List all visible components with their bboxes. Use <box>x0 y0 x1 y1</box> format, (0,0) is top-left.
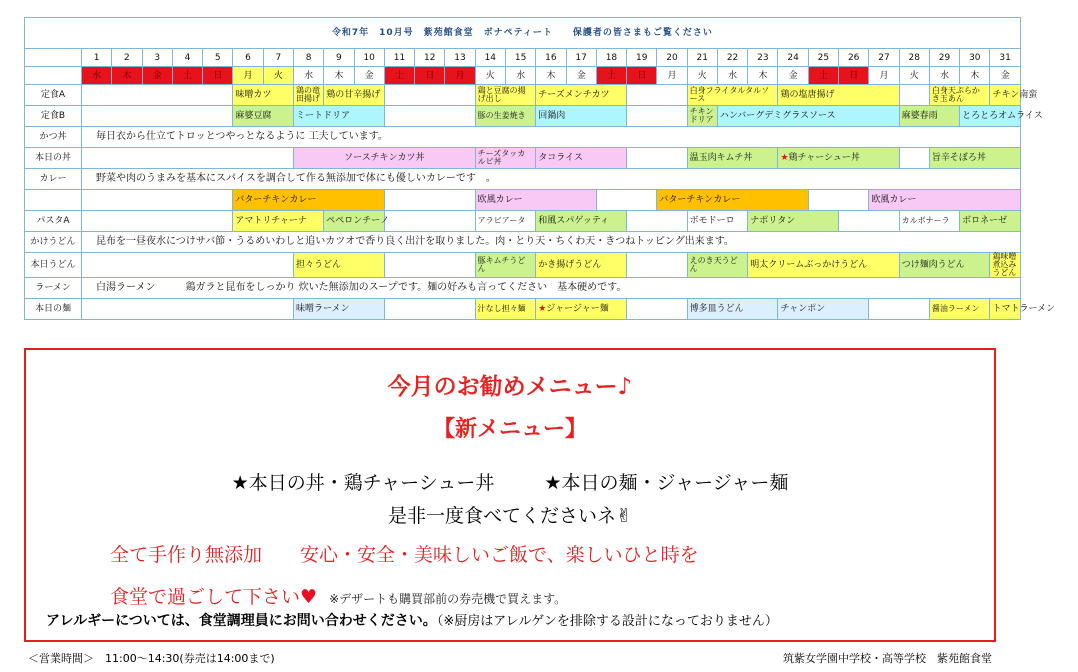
menu-cell: チキンドリア <box>687 106 717 127</box>
weekday-cell: 金 <box>142 67 172 85</box>
menu-cell: 白身天ぷらかき玉あん <box>929 85 990 106</box>
menu-cell-text: ジャージャー麺 <box>546 304 609 314</box>
business-hours: ＜営業時間＞ 11:00～14:30(券売は14:00まで) <box>28 652 275 665</box>
menu-row-todays-noodle <box>25 299 1021 320</box>
menu-cell: 豚キムチうどん <box>475 253 536 278</box>
row-label: かけうどん <box>25 232 82 253</box>
message-line-2 <box>110 582 1078 609</box>
recommended-items <box>26 468 994 495</box>
menu-description: 野菜や肉のうまみを基本にスパイスを調合して作る無添加で体にも優しいカレーです 。 <box>82 169 1021 190</box>
day-cell: 10 <box>354 49 384 67</box>
weekday-cell: 水 <box>929 67 959 85</box>
empty-cell <box>384 106 475 127</box>
row-label: 本日の麺 <box>25 299 82 320</box>
recommendation-box <box>24 348 996 642</box>
weekday-cell: 土 <box>172 67 202 85</box>
day-cell: 9 <box>324 49 354 67</box>
menu-cell: ペペロンチーノ <box>324 211 385 232</box>
menu-cell: かき揚げうどん <box>536 253 627 278</box>
empty-cell <box>82 211 233 232</box>
menu-cell: 白身フライタルタルソース <box>687 85 778 106</box>
day-cell: 23 <box>748 49 778 67</box>
menu-cell <box>778 148 899 169</box>
menu-cell: バターチキンカレー <box>233 190 384 211</box>
weekday-cell: 土 <box>596 67 626 85</box>
message-text-1: 全て手作り無添加 安心・安全・美味しいご飯で、楽しいひと時を <box>110 544 699 566</box>
menu-description: 昆布を一昼夜水につけサバ節・うるめいわしと追いカツオで香り良く出汁を取りました。肉・とり天・ちくわ天・きつねトッピング出来ます。 <box>82 232 1021 253</box>
menu-row-curry-detail <box>25 190 1021 211</box>
recommendation-title: 今月のお勧めメニュー♪ <box>387 374 633 400</box>
menu-cell: ボモドーロ <box>687 211 748 232</box>
row-label: かつ丼 <box>25 127 82 148</box>
day-cell: 16 <box>536 49 566 67</box>
weekday-cell: 金 <box>566 67 596 85</box>
menu-row-kake-udon <box>25 232 1021 253</box>
dessert-note: ※デザートも購買部前の券売機で買えます。 <box>329 592 567 606</box>
weekday-cell: 月 <box>233 67 263 85</box>
menu-cell-text: 鶏チャーシュー丼 <box>788 153 860 163</box>
star-icon: ★ <box>538 304 547 314</box>
menu-cell: チーズタッカルビ丼 <box>475 148 536 169</box>
empty-cell <box>82 253 294 278</box>
empty-cell <box>596 190 657 211</box>
menu-row-curry <box>25 169 1021 190</box>
menu-cell: ハンバーグデミグラスソース <box>717 106 899 127</box>
weekday-cell: 水 <box>505 67 535 85</box>
weekday-cell: 火 <box>687 67 717 85</box>
menu-cell: 温玉肉キムチ丼 <box>687 148 778 169</box>
corner-cell <box>25 49 82 67</box>
day-cell: 28 <box>899 49 929 67</box>
weekday-cell: 日 <box>415 67 445 85</box>
star-icon: ★ <box>780 153 789 163</box>
menu-cell: 和風スパゲッティ <box>536 211 627 232</box>
menu-row-ramen <box>25 278 1021 299</box>
weekday-cell: 水 <box>293 67 323 85</box>
menu-cell: 麻婆豆腐 <box>233 106 294 127</box>
empty-cell <box>627 211 688 232</box>
message-line-1 <box>110 540 1078 567</box>
menu-cell: バターチキンカレー <box>657 190 808 211</box>
empty-cell <box>627 253 688 278</box>
recommended-item-don: ★本日の丼・鶏チャーシュー丼 <box>231 472 495 494</box>
day-cell: 1 <box>82 49 112 67</box>
weekday-cell: 火 <box>475 67 505 85</box>
day-cell: 7 <box>263 49 293 67</box>
day-cell: 18 <box>596 49 626 67</box>
school-name: 筑紫女学園中学校・高等学校 紫苑館食堂 <box>783 652 992 665</box>
day-cell: 27 <box>869 49 899 67</box>
day-cell: 22 <box>717 49 747 67</box>
menu-cell: ソースチキンカツ丼 <box>293 148 475 169</box>
empty-cell <box>808 190 869 211</box>
empty-cell <box>384 211 475 232</box>
weekday-cell: 木 <box>112 67 142 85</box>
row-label <box>25 190 82 211</box>
weekday-cell: 水 <box>82 67 112 85</box>
menu-cell: 欧風カレー <box>869 190 1020 211</box>
recommended-item-noodle: ★本日の麺・ジャージャー麺 <box>544 472 789 494</box>
weekday-cell: 木 <box>960 67 990 85</box>
weekday-cell: 木 <box>748 67 778 85</box>
weekday-cell: 月 <box>869 67 899 85</box>
menu-cell: チキン南蛮 <box>990 85 1020 106</box>
day-cell: 29 <box>929 49 959 67</box>
day-cell: 21 <box>687 49 717 67</box>
peace-hand-icon: ✌ <box>616 505 632 527</box>
menu-row-teishoku-a <box>25 85 1021 106</box>
day-cell: 24 <box>778 49 808 67</box>
menu-cell: 博多皿うどん <box>687 299 778 320</box>
menu-cell: 明太クリームぶっかけうどん <box>748 253 899 278</box>
empty-cell <box>627 106 688 127</box>
day-cell: 17 <box>566 49 596 67</box>
weekday-cell: 金 <box>778 67 808 85</box>
empty-cell <box>384 253 475 278</box>
menu-cell: 旨辛そぼろ丼 <box>929 148 1020 169</box>
menu-cell: 鶏の塩唐揚げ <box>778 85 899 106</box>
allergy-text: アレルギーについては、食堂調理員にお問い合わせください。 <box>46 613 437 629</box>
empty-cell <box>82 190 233 211</box>
heart-icon: ♥ <box>300 586 318 608</box>
empty-cell <box>899 148 929 169</box>
menu-cell: 汁なし担々麺 <box>475 299 536 320</box>
weekday-cell: 土 <box>384 67 414 85</box>
weekday-cell: 日 <box>839 67 869 85</box>
menu-cell: えのき天うどん <box>687 253 748 278</box>
menu-cell: チーズメンチカツ <box>536 85 627 106</box>
menu-cell: とろとろオムライス <box>960 106 1021 127</box>
menu-cell: 豚の生姜焼き <box>475 106 536 127</box>
menu-cell: アラビアータ <box>475 211 536 232</box>
empty-cell <box>627 148 688 169</box>
day-cell: 8 <box>293 49 323 67</box>
corner-cell <box>25 67 82 85</box>
day-cell: 5 <box>203 49 233 67</box>
menu-cell: 鶏と豆腐の揚げ出し <box>475 85 536 106</box>
menu-cell: 味噌ラーメン <box>293 299 384 320</box>
weekday-cell: 水 <box>717 67 747 85</box>
weekday-cell: 月 <box>657 67 687 85</box>
day-row <box>25 49 1021 67</box>
menu-description: 毎日衣から仕立てトロッとつやっとなるように 工夫しています。 <box>82 127 1021 148</box>
day-cell: 26 <box>839 49 869 67</box>
menu-cell: 鶏の甘辛揚げ <box>324 85 385 106</box>
row-label: カレー <box>25 169 82 190</box>
empty-cell <box>82 148 294 169</box>
day-cell: 19 <box>627 49 657 67</box>
title-row <box>25 18 1021 49</box>
menu-cell <box>536 299 627 320</box>
weekday-cell: 金 <box>990 67 1020 85</box>
weekday-cell: 日 <box>627 67 657 85</box>
menu-cell: 醤油ラーメン <box>929 299 990 320</box>
day-cell: 25 <box>808 49 838 67</box>
menu-cell: 麻婆春雨 <box>899 106 960 127</box>
try-it-text: 是非一度食べてくださいネ <box>388 505 617 527</box>
schedule-table <box>24 17 1055 320</box>
page-title: 令和7年 10月号 紫苑館食堂 ボナペティート 保護者の皆さまもご覧ください <box>25 18 1021 49</box>
row-label: 定食B <box>25 106 82 127</box>
day-cell: 6 <box>233 49 263 67</box>
day-cell: 4 <box>172 49 202 67</box>
empty-cell <box>82 85 233 106</box>
menu-cell: トマトラーメン <box>990 299 1020 320</box>
allergy-notice <box>46 610 1014 630</box>
menu-cell: ミートドリア <box>293 106 384 127</box>
menu-row-katsudon <box>25 127 1021 148</box>
day-cell: 13 <box>445 49 475 67</box>
weekday-cell: 木 <box>324 67 354 85</box>
menu-cell: 鶏の竜田揚げ <box>293 85 323 106</box>
row-label: 定食A <box>25 85 82 106</box>
menu-schedule <box>24 17 1055 342</box>
empty-cell <box>627 85 688 106</box>
menu-row-todays-don <box>25 148 1021 169</box>
empty-cell <box>627 299 688 320</box>
weekday-row <box>25 67 1021 85</box>
try-it-line <box>26 501 994 528</box>
menu-cell: ボロネーゼ <box>960 211 1021 232</box>
day-cell: 12 <box>415 49 445 67</box>
menu-cell: カルボナーラ <box>899 211 960 232</box>
menu-cell: 味噌カツ <box>233 85 294 106</box>
empty-cell <box>82 106 233 127</box>
menu-cell: つけ麺肉うどん <box>899 253 990 278</box>
empty-cell <box>839 211 900 232</box>
empty-cell <box>384 190 475 211</box>
weekday-cell: 火 <box>899 67 929 85</box>
menu-cell: ナポリタン <box>748 211 839 232</box>
day-cell: 31 <box>990 49 1020 67</box>
empty-cell <box>869 299 930 320</box>
row-label: 本日の丼 <box>25 148 82 169</box>
menu-row-teishoku-b <box>25 106 1021 127</box>
weekday-cell: 金 <box>354 67 384 85</box>
day-cell: 30 <box>960 49 990 67</box>
message-text-2: 食堂で過ごして下さい <box>110 586 301 608</box>
menu-cell: チャンポン <box>778 299 869 320</box>
day-cell: 11 <box>384 49 414 67</box>
menu-description: 白湯ラーメン 鶏ガラと昆布をしっかり 炊いた無添加のスープです。麺の好みも言ってください 基本硬めです。 <box>82 278 1021 299</box>
menu-cell: 鶏味噌煮込みうどん <box>990 253 1020 278</box>
row-label: 本日うどん <box>25 253 82 278</box>
menu-cell: 欧風カレー <box>475 190 596 211</box>
menu-cell: 回鍋肉 <box>536 106 627 127</box>
empty-cell <box>384 299 475 320</box>
empty-cell <box>82 299 294 320</box>
menu-cell: アマトリチャーナ <box>233 211 324 232</box>
empty-cell <box>899 85 929 106</box>
row-label: ラーメン <box>25 278 82 299</box>
menu-cell: タコライス <box>536 148 627 169</box>
day-cell: 20 <box>657 49 687 67</box>
empty-cell <box>384 85 475 106</box>
weekday-cell: 土 <box>808 67 838 85</box>
weekday-cell: 木 <box>536 67 566 85</box>
day-cell: 3 <box>142 49 172 67</box>
new-menu-heading: 【新メニュー】 <box>432 417 587 442</box>
weekday-cell: 日 <box>203 67 233 85</box>
menu-cell: 担々うどん <box>293 253 384 278</box>
day-cell: 14 <box>475 49 505 67</box>
menu-row-todays-udon <box>25 253 1021 278</box>
menu-row-pasta-a <box>25 211 1021 232</box>
day-cell: 2 <box>112 49 142 67</box>
weekday-cell: 月 <box>445 67 475 85</box>
day-cell: 15 <box>505 49 535 67</box>
weekday-cell: 火 <box>263 67 293 85</box>
allergy-note: （※厨房はアレルゲンを排除する設計になっておりません） <box>436 614 778 629</box>
row-label: パスタA <box>25 211 82 232</box>
